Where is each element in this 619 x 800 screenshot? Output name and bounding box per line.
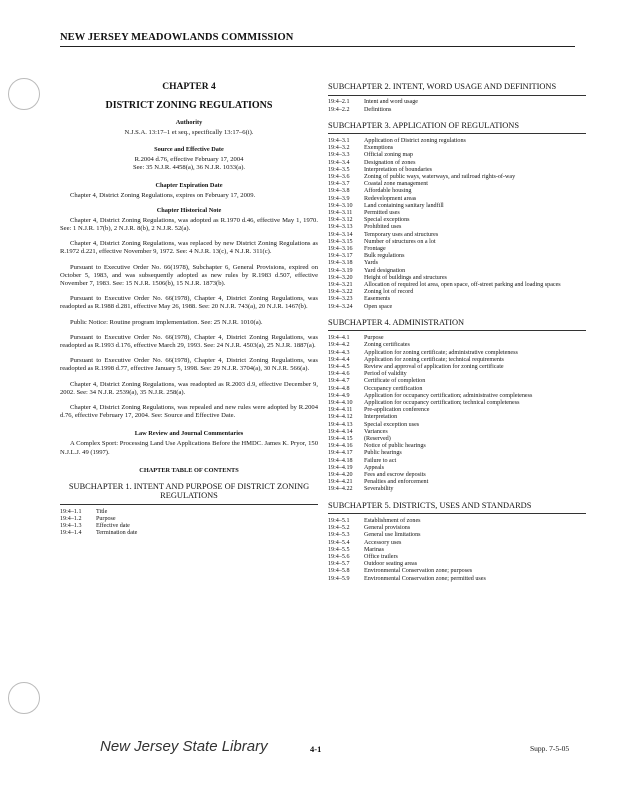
section-title: Zoning certificates	[364, 342, 410, 349]
section-title: Yards	[364, 260, 378, 267]
section-number: 19:4–3.3	[328, 152, 350, 159]
section-number: 19:4–4.12	[328, 414, 353, 421]
toc-entry	[328, 296, 586, 303]
law-review-text: A Complex Sport: Processing Land Use Applications Before the HMDC. James K. Pryor, 150 N.J.L.J. 49 (1997).	[60, 440, 318, 456]
subchapter-1-heading: SUBCHAPTER 1. INTENT AND PURPOSE OF DISTRICT ZONING REGULATIONS	[68, 481, 310, 501]
toc-entry	[328, 393, 586, 400]
section-number: 19:4–4.14	[328, 428, 353, 435]
section-number: 19:4–3.22	[328, 289, 353, 296]
section-number: 19:4–5.2	[328, 525, 350, 532]
right-column	[328, 82, 586, 590]
header-rule	[60, 46, 575, 47]
history-note: Pursuant to Executive Order No. 66(1978), Chapter 4, District Zoning Regulations, was readopted as R.1993 d.176, effective March 29, 1993. See: 24 N.J.R. 4503(a), 25 N.J.R. 1887(a).	[60, 333, 318, 350]
section-title: General use limitations	[364, 532, 421, 539]
toc-entry	[328, 260, 586, 267]
section-title: Definitions	[364, 106, 392, 113]
section-title: Period of validity	[364, 371, 407, 378]
toc-entry	[328, 486, 586, 493]
section-number: 19:4–3.17	[328, 253, 353, 260]
section-title: Penalties and enforcement	[364, 479, 429, 486]
section-number: 19:4–3.10	[328, 202, 353, 209]
source-heading: Source and Effective Date	[154, 146, 224, 154]
punch-hole-top	[8, 78, 40, 110]
section-title: Accessory uses	[364, 539, 402, 546]
section-title: Official zoning map	[364, 152, 413, 159]
library-watermark: New Jersey State Library	[100, 738, 268, 755]
section-number: 19:4–4.21	[328, 479, 353, 486]
section-title: Redevelopment areas	[364, 195, 417, 202]
section-number: 19:4–3.1	[328, 138, 350, 144]
section-number: 19:4–3.12	[328, 217, 353, 224]
running-header: NEW JERSEY MEADOWLANDS COMMISSION	[60, 32, 294, 43]
section-number: 19:4–3.6	[328, 174, 350, 181]
section-number: 19:4–3.9	[328, 195, 350, 202]
toc-entry	[328, 203, 586, 210]
subchapter-2-heading: SUBCHAPTER 2. INTENT, WORD USAGE AND DEFINITIONS	[328, 82, 557, 91]
toc-entry	[328, 188, 586, 195]
section-title: Special exception uses	[364, 421, 420, 428]
section-title: Coastal zone management	[364, 181, 428, 188]
section-number: 19:4–5.8	[328, 568, 350, 575]
section-title: Outdoor seating areas	[364, 561, 418, 568]
toc-entry	[328, 99, 586, 106]
history-note: Chapter 4, District Zoning Regulations, was adopted as R.1970 d.46, effective May 1, 1970. See: 1 N.J.R. 17(b), 2 N.J.R. 8(b), 2 N.J.R. 52(a).	[60, 216, 318, 233]
subchapter-3-rule	[328, 133, 586, 134]
authority-heading: Authority	[175, 119, 203, 126]
toc-entry	[328, 217, 586, 224]
toc-heading: CHAPTER TABLE OF CONTENTS	[139, 466, 239, 474]
section-title: Environmental Conservation zone; permitted uses	[364, 575, 486, 582]
toc-entry	[328, 350, 586, 357]
subchapter-3-heading: SUBCHAPTER 3. APPLICATION OF REGULATIONS	[328, 120, 520, 130]
toc-entry	[328, 554, 586, 561]
toc-entry	[328, 342, 586, 349]
toc-entry	[328, 414, 586, 421]
section-number: 19:4–4.5	[328, 363, 350, 370]
section-title: Interpretation of boundaries	[364, 166, 433, 173]
section-number: 19:4–3.18	[328, 260, 353, 267]
toc-entry	[328, 532, 586, 539]
section-title: Easements	[364, 296, 391, 303]
section-title: Bulk regulations	[364, 253, 405, 260]
section-number: 19:4–2.2	[328, 106, 350, 113]
section-number: 19:4–3.16	[328, 246, 353, 253]
section-title: Yard designation	[364, 267, 406, 274]
subchapter-3-toc	[328, 138, 586, 311]
page-number: 4-1	[310, 744, 322, 754]
section-number: 19:4–3.24	[328, 303, 353, 310]
section-number: 19:4–4.6	[328, 371, 350, 378]
toc-entry	[328, 450, 586, 457]
toc-entry	[328, 210, 586, 217]
toc-entry	[328, 167, 586, 174]
section-number: 19:4–4.9	[328, 392, 350, 399]
section-number: 19:4–3.4	[328, 159, 350, 166]
subchapter-1-rule	[60, 504, 318, 505]
section-title: Application for zoning certificate; administrative completeness	[364, 349, 518, 356]
subchapter-4-rule	[328, 330, 586, 331]
toc-entry	[328, 568, 586, 575]
expiration-heading: Chapter Expiration Date	[155, 181, 223, 189]
history-note: Public Notice: Routine program implementation. See: 25 N.J.R. 1010(a).	[70, 318, 263, 326]
section-title: Application of District zoning regulations	[364, 138, 466, 144]
toc-entry	[328, 458, 586, 465]
section-number: 19:4–2.1	[328, 99, 350, 106]
section-number: 19:4–3.5	[328, 166, 350, 173]
section-title: Notice of public hearings	[364, 443, 426, 450]
section-number: 19:4–1.3	[60, 523, 82, 530]
section-number: 19:4–1.1	[60, 508, 82, 515]
section-title: Temporary uses and structures	[364, 231, 439, 238]
section-title: Number of structures on a lot	[364, 238, 436, 245]
subchapter-5-toc	[328, 518, 586, 583]
toc-entry	[328, 196, 586, 203]
section-number: 19:4–4.1	[328, 335, 350, 342]
toc-entry	[328, 465, 586, 472]
history-note: Chapter 4, District Zoning Regulations, was readopted as R.2003 d.9, effective December 9, 2002. See: 34 N.J.R. 2539(a), 35 N.J.R. 258(a).	[60, 380, 318, 396]
toc-entry	[328, 407, 586, 414]
section-number: 19:4–3.15	[328, 238, 353, 245]
section-title: Review and approval of application for zoning certificate	[364, 363, 504, 370]
toc-entry	[328, 378, 586, 385]
subchapter-4-toc	[328, 335, 586, 493]
toc-entry	[328, 107, 586, 114]
subchapter-5-rule	[328, 513, 586, 514]
toc-entry	[60, 509, 318, 516]
history-note: Pursuant to Executive Order No. 66(1978), Chapter 4, District Zoning Regulations, was readopted as R.1988 d.281, effective May 26, 1988. See: 20 N.J.R. 743(a), 20 N.J.R. 1467(b).	[60, 295, 318, 311]
supplement-date: Supp. 7-5-05	[530, 744, 570, 753]
section-number: 19:4–4.18	[328, 457, 353, 464]
subchapter-2-rule	[328, 95, 586, 96]
section-title: Title	[96, 508, 108, 515]
section-title: Appeals	[364, 464, 384, 471]
section-number: 19:4–4.3	[328, 349, 350, 356]
section-title: Land containing sanitary landfill	[364, 202, 444, 209]
section-number: 19:4–4.11	[328, 407, 353, 414]
toc-entry	[60, 516, 318, 523]
toc-entry	[328, 561, 586, 568]
toc-entry	[328, 304, 586, 311]
section-number: 19:4–3.2	[328, 145, 350, 152]
section-title: Fees and escrow deposits	[364, 472, 426, 479]
punch-hole-bottom	[8, 682, 40, 714]
section-title: Intent and word usage	[364, 99, 418, 106]
chapter-title: DISTRICT ZONING REGULATIONS	[105, 100, 273, 111]
toc-entry	[328, 422, 586, 429]
section-number: 19:4–3.13	[328, 224, 353, 231]
section-number: 19:4–4.22	[328, 486, 353, 493]
section-number: 19:4–5.6	[328, 553, 350, 560]
section-number: 19:4–4.7	[328, 378, 350, 385]
section-number: 19:4–4.8	[328, 385, 350, 392]
section-title: Special exceptions	[364, 217, 410, 224]
section-number: 19:4–3.20	[328, 274, 353, 281]
history-note: Chapter 4, District Zoning Regulations, was replaced by new District Zoning Regulations as R.1972 d.221, effective November 9, 1972. See: 4 N.J.R. 13(c), 4 N.J.R. 311(c).	[60, 240, 318, 256]
chapter-number: CHAPTER 4	[162, 82, 216, 92]
section-number: 19:4–4.10	[328, 400, 353, 406]
section-title: Interpretation	[364, 414, 398, 421]
toc-entry	[328, 357, 586, 364]
section-title: Zoning lot of record	[364, 289, 414, 296]
toc-entry	[328, 152, 586, 159]
history-notes	[60, 217, 318, 421]
section-title: Environmental Conservation zone; purposes	[364, 568, 473, 575]
authority-text: N.J.S.A. 13:17–1 et seq., specifically 13:17–6(i).	[124, 129, 254, 136]
section-title: Application for zoning certificate; technical requirements	[364, 356, 504, 363]
toc-entry	[328, 275, 586, 282]
source-line-2: See: 35 N.J.R. 4458(a), 36 N.J.R. 1033(a).	[132, 164, 246, 172]
section-title: Prohibited uses	[364, 224, 402, 231]
toc-entry	[328, 547, 586, 554]
section-number: 19:4–4.20	[328, 472, 353, 479]
section-number: 19:4–4.17	[328, 450, 353, 457]
section-title: Termination date	[96, 530, 138, 537]
toc-entry	[328, 386, 586, 393]
section-number: 19:4–3.19	[328, 267, 353, 274]
section-title: Purpose	[96, 515, 116, 522]
section-number: 19:4–5.3	[328, 532, 350, 539]
toc-entry	[328, 268, 586, 275]
history-heading: Chapter Historical Note	[156, 206, 222, 214]
toc-entry	[328, 518, 586, 525]
section-title: Application for occupancy certification; technical completeness	[364, 400, 520, 406]
toc-entry	[328, 429, 586, 436]
section-title: Effective date	[96, 523, 130, 530]
toc-entry	[328, 443, 586, 450]
toc-entry	[328, 479, 586, 486]
toc-entry	[328, 540, 586, 547]
history-note: Pursuant to Executive Order No. 66(1978), Subchapter 6, General Provisions, expired on October 5, 1983, and was subsequently adopted as new rules by R.1983 d.507, effective November 7, 1983. See: 15 N.J.R. 1506(b), 15 N.J.R. 1873(b).	[60, 263, 318, 288]
section-title: Frontage	[364, 246, 386, 253]
subchapter-5-heading: SUBCHAPTER 5. DISTRICTS, USES AND STANDARDS	[328, 500, 532, 510]
section-title: (Reserved)	[364, 436, 391, 443]
section-number: 19:4–1.4	[60, 530, 82, 537]
toc-entry	[328, 253, 586, 260]
section-number: 19:4–4.16	[328, 443, 353, 450]
toc-entry	[60, 530, 318, 537]
section-number: 19:4–3.8	[328, 188, 350, 195]
section-title: Failure to act	[364, 457, 397, 464]
toc-entry	[328, 289, 586, 296]
section-title: Designation of zones	[364, 159, 416, 166]
section-title: Exemptions	[364, 145, 394, 152]
left-column	[60, 82, 318, 544]
section-title: Establishment of zones	[364, 517, 421, 524]
source-line-1: R.2004 d.76, effective February 17, 2004	[134, 156, 244, 164]
section-title: Permitted uses	[364, 210, 400, 217]
section-number: 19:4–5.7	[328, 561, 350, 568]
toc-entry	[328, 224, 586, 231]
history-note: Pursuant to Executive Order No. 66(1978), Chapter 4, District Zoning Regulations, was readopted as R.1998 d.77, effective January 5, 1998. See: 29 N.J.R. 3704(a), 30 N.J.R. 566(a).	[60, 357, 318, 373]
subchapter-2-toc	[328, 99, 586, 113]
section-title: Public hearings	[364, 450, 402, 457]
expiration-text: Chapter 4, District Zoning Regulations, expires on February 17, 2009.	[70, 191, 256, 199]
section-number: 19:4–4.15	[328, 436, 353, 443]
section-title: Purpose	[364, 335, 384, 342]
history-note: Chapter 4, District Zoning Regulations, was repealed and new rules were adopted by R.2004 d.76, effective February 17, 2004. See: Source and Effective Date.	[60, 404, 318, 420]
section-number: 19:4–5.1	[328, 517, 350, 524]
subchapter-4-heading: SUBCHAPTER 4. ADMINISTRATION	[328, 317, 465, 327]
toc-entry	[328, 525, 586, 532]
section-number: 19:4–5.5	[328, 546, 350, 553]
toc-entry	[328, 232, 586, 239]
section-title: General provisions	[364, 525, 411, 532]
section-title: Allocation of required lot area, open space, off-street parking and loading spaces	[364, 282, 561, 289]
section-title: Severability	[364, 486, 394, 493]
toc-entry	[60, 523, 318, 530]
section-title: Pre-application conference	[364, 407, 430, 414]
section-number: 19:4–3.14	[328, 231, 353, 238]
section-title: Affordable housing	[364, 188, 412, 195]
toc-entry	[328, 160, 586, 167]
section-title: Certificate of completion	[364, 378, 426, 385]
section-number: 19:4–3.23	[328, 296, 353, 303]
section-number: 19:4–4.4	[328, 356, 350, 363]
section-title: Open space	[364, 303, 393, 310]
section-number: 19:4–4.2	[328, 342, 350, 349]
toc-entry	[328, 239, 586, 246]
section-title: Office trailers	[364, 553, 398, 560]
section-number: 19:4–1.2	[60, 515, 82, 522]
section-number: 19:4–5.4	[328, 539, 350, 546]
toc-entry	[328, 576, 586, 583]
section-title: Application for occupancy certification; administrative completeness	[364, 392, 533, 399]
section-title: Occupancy certification	[364, 385, 423, 392]
subchapter-1-toc	[60, 509, 318, 538]
section-number: 19:4–4.13	[328, 421, 353, 428]
section-number: 19:4–5.9	[328, 575, 350, 582]
toc-entry	[328, 174, 586, 181]
section-title: Variances	[364, 428, 388, 435]
section-title: Zoning of public ways, waterways, and railroad rights-of-way	[364, 174, 516, 181]
section-number: 19:4–3.11	[328, 210, 353, 217]
toc-entry	[328, 138, 586, 145]
section-number: 19:4–3.7	[328, 181, 350, 188]
toc-entry	[328, 246, 586, 253]
section-number: 19:4–3.21	[328, 282, 353, 289]
law-review-heading: Law Review and Journal Commentaries	[134, 430, 244, 438]
section-title: Height of buildings and structures	[364, 274, 447, 281]
section-number: 19:4–4.19	[328, 464, 353, 471]
section-title: Marinas	[364, 546, 384, 553]
